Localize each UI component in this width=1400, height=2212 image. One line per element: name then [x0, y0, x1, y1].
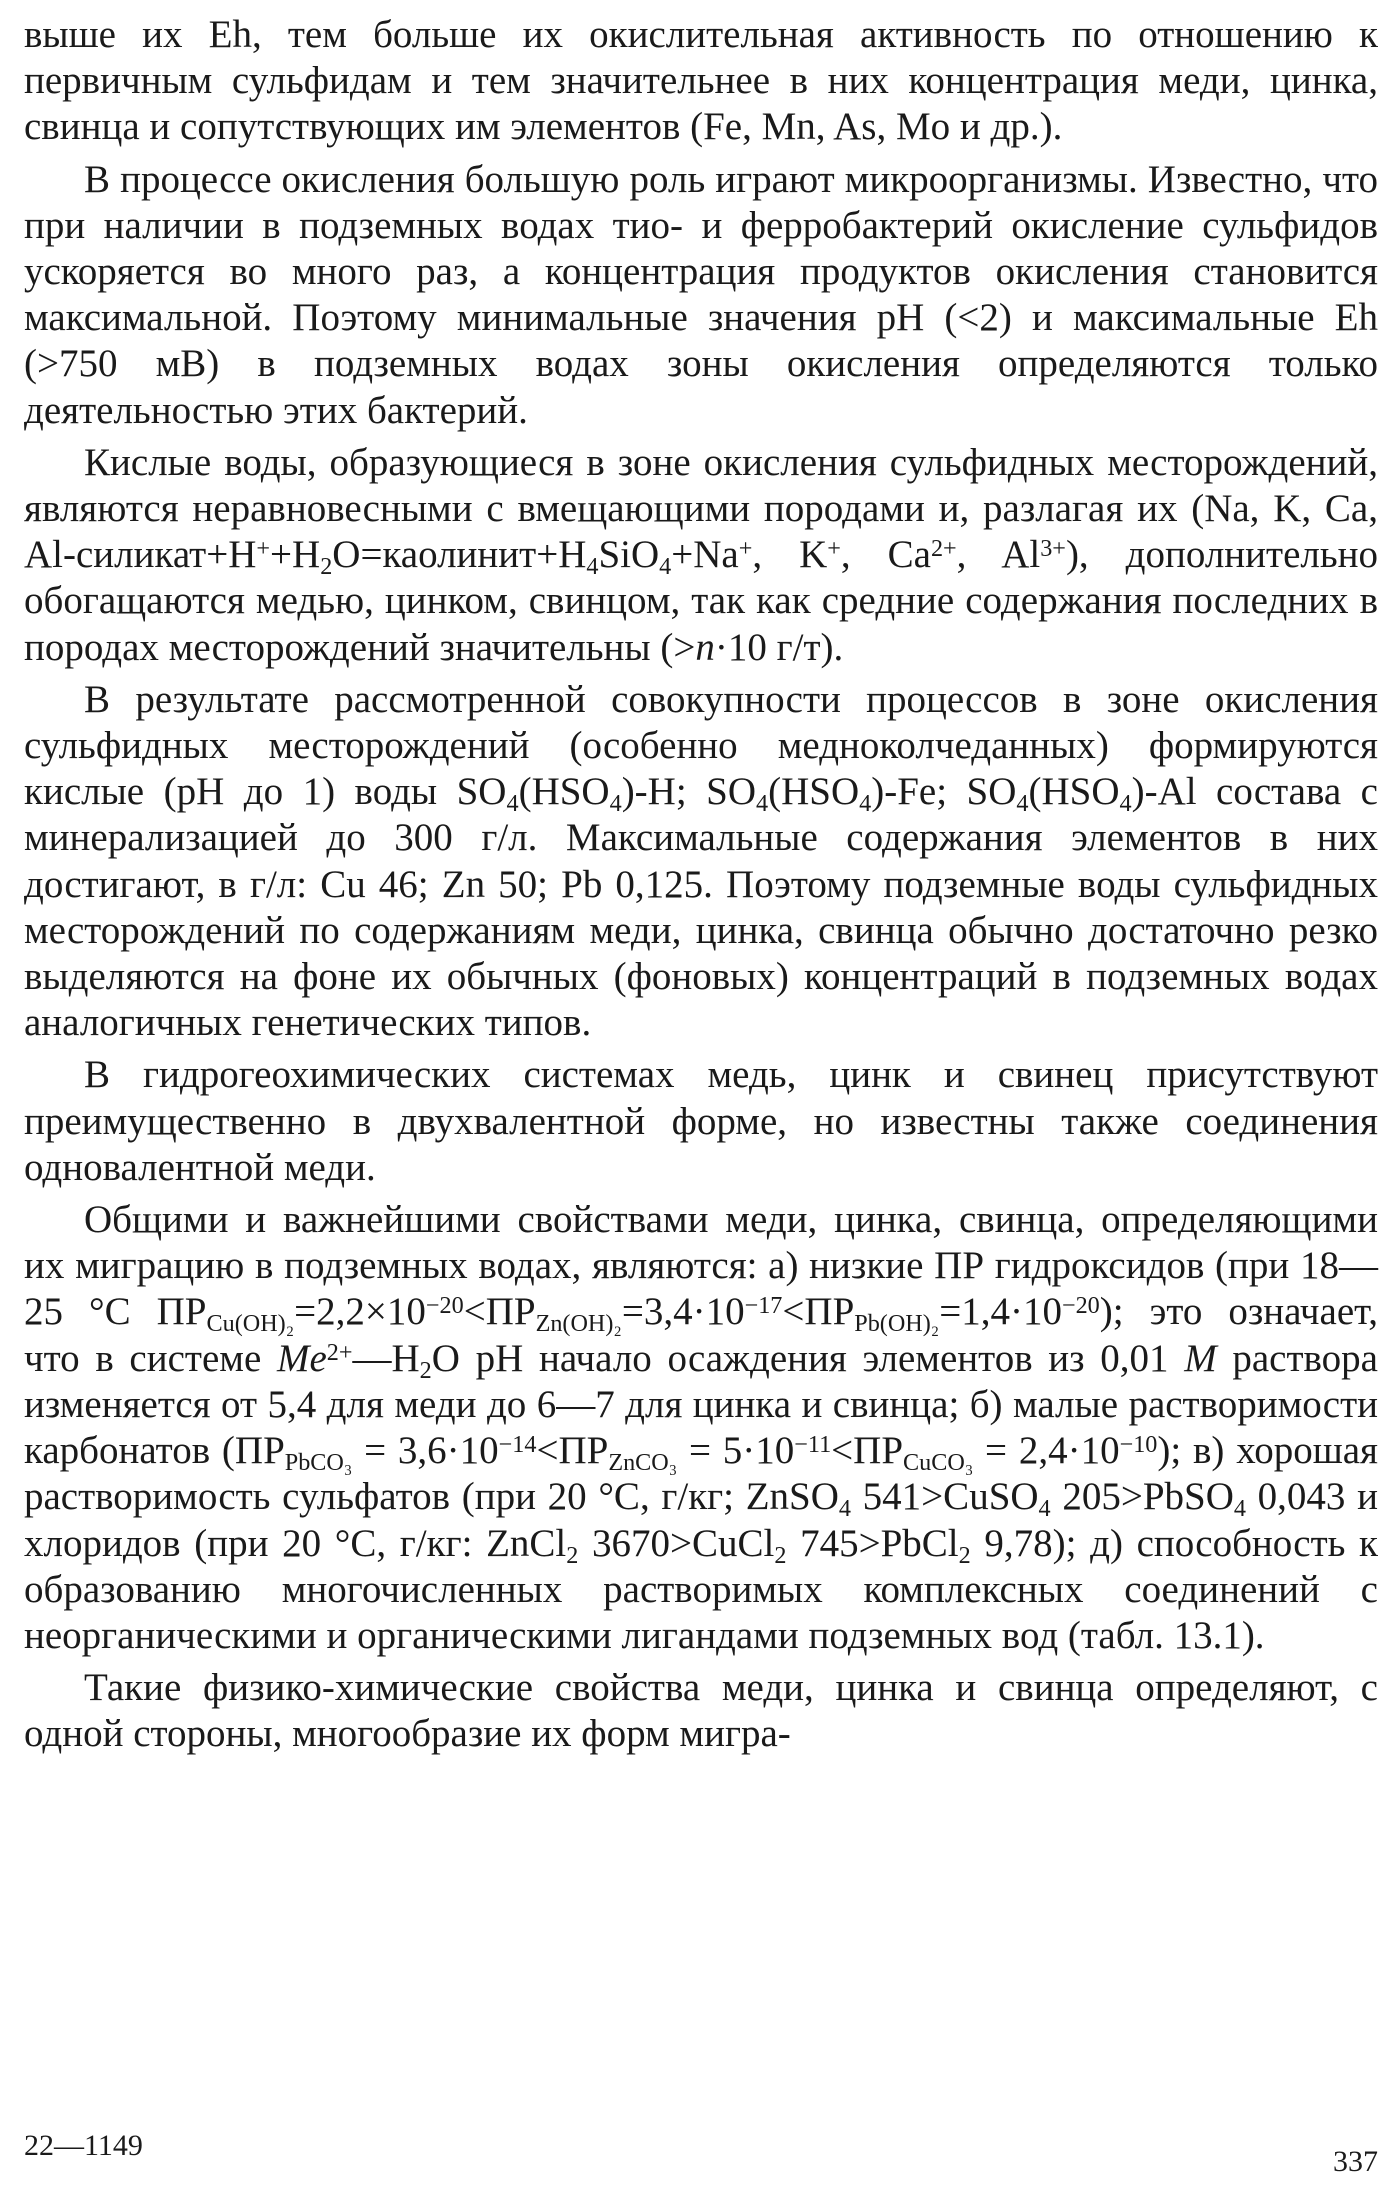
subscript: 4 [1119, 790, 1132, 818]
paragraph-7 [24, 1665, 1378, 1757]
text-run: = 2,4·10 [973, 1429, 1120, 1473]
page-footer [24, 2126, 1378, 2182]
paragraph-1 [24, 12, 1378, 151]
text-run: выше их Eh, тем больше их окислительная активность по отношению к первичным сульфидам и тем значительнее в них концентрация меди, цинка, свинца и сопутствующих им элементов (Fe, Mn, As, Mo и др.). [24, 13, 1378, 149]
text-run: <ПР [782, 1290, 855, 1334]
text-run: Такие физико-химические свойства меди, цинка и свинца определяют, с одной стороны, многообразие их форм мигра- [24, 1666, 1378, 1756]
superscript: 2+ [930, 535, 957, 563]
text-run: раствора изменяется от 5,4 для меди до 6—7 для цинка и свинца; б) малые растворимости карбонатов (ПР [24, 1336, 1378, 1473]
text-run: <ПР [536, 1429, 609, 1473]
text-run: O pH начало осаждения элементов из 0,01 [431, 1336, 1185, 1380]
text-run: , Ca [840, 533, 931, 577]
subscript: Cu(OH)₂ [206, 1310, 295, 1338]
subscript: 4 [1016, 790, 1029, 818]
text-run: 745>PbCl [786, 1521, 959, 1565]
subscript: 4 [1038, 1495, 1051, 1523]
text-run: Кислые воды, образующиеся в зоне окисления сульфидных месторождений, являются неравновесными с вмещающими породами и, разлагая их (Na, K, Ca, Al-силикат+H [24, 440, 1378, 577]
text-run: +H [270, 533, 321, 577]
text-run: (HSO [1028, 770, 1120, 814]
text-run: , Al [956, 533, 1041, 577]
text-run: 541>CuSO [850, 1475, 1039, 1519]
paragraph-2 [24, 157, 1378, 434]
text-run: = 5·10 [677, 1429, 795, 1473]
superscript: −10 [1119, 1431, 1158, 1459]
subscript: 4 [506, 790, 519, 818]
text-run: Общими и важнейшими свойствами меди, цинка, свинца, определяющими их миграцию в подземных водах, являются: а) низкие ПР гидроксидов (при 18—25 °C ПР [24, 1198, 1378, 1334]
subscript: 4 [609, 790, 622, 818]
subscript: 2 [419, 1356, 432, 1384]
text-run: )-H; SO [621, 770, 757, 814]
superscript: −17 [744, 1292, 783, 1320]
paragraph-3 [24, 440, 1378, 671]
text-run: <ПР [463, 1290, 536, 1334]
text-run: , K [752, 533, 828, 577]
text-run: 3670>CuCl [578, 1521, 775, 1565]
text-run: O=каолинит+H [332, 533, 587, 577]
text-run: 9,78); д) способность к образованию многочисленных растворимых комплексных соединений с неорганическими и органическими лигандами подземных вод (табл. 13.1). [24, 1521, 1379, 1657]
italic-symbol: M [1184, 1336, 1217, 1380]
text-run: )-Fe; SO [871, 770, 1017, 814]
text-run: 0,043 и хлоридов (при 20 °C, г/кг: ZnCl [24, 1475, 1378, 1565]
subscript: 2 [958, 1541, 971, 1569]
text-run: В процессе окисления большую роль играют микроорганизмы. Известно, что при наличии в подземных водах тио- и ферробактерий окисление сульфидов ускоряется во много раз, а концентрация продуктов окисления становится максимальной. Поэтому минимальные значения pH (<2) и максимальные Eh (>750 мВ) в подземных водах зоны окисления определяются только деятельностью этих бактерий. [24, 157, 1378, 432]
text-run: )-Al состава с минерализацией до 300 г/л. Максимальные содержания элементов в них достигают, в г/л: Cu 46; Zn 50; Pb 0,125. Поэтому подземные воды сульфидных месторождений по содержаниям меди, цинка, свинца обычно достаточно резко выделяются на фоне их обычных (фоновых) концентраций в подземных водах аналогичных генетических типов. [24, 770, 1378, 1045]
text-run: 205>PbSO [1050, 1475, 1234, 1519]
text-run: В результате рассмотренной совокупности процессов в зоне окисления сульфидных месторождений (особенно медноколчеданных) формируются кислые (pH до 1) воды SO [24, 677, 1378, 814]
text-run: ); в) хорошая растворимость сульфатов (при 20 °C, г/кг; ZnSO [24, 1429, 1378, 1519]
superscript: + [827, 535, 841, 563]
subscript: 4 [659, 553, 672, 580]
text-run: ), дополнительно обогащаются медью, цинком, свинцом, так как средние содержания последних в породах месторождений значительны (> [24, 533, 1379, 669]
text-run: SiO [598, 533, 660, 577]
subscript: 2 [566, 1541, 579, 1569]
superscript: −20 [425, 1292, 464, 1320]
superscript: + [738, 535, 753, 563]
superscript: 3+ [1040, 535, 1066, 563]
printer-signature: 22—1149 [24, 2129, 143, 2162]
text-run: <ПР [831, 1429, 904, 1473]
text-run: = 3,6·10 [352, 1429, 499, 1473]
text-run: =3,4·10 [621, 1290, 745, 1334]
superscript: + [256, 535, 271, 563]
body-text [24, 12, 1378, 1758]
text-run: ·10 г/т). [714, 625, 844, 669]
text-run: ); это означает, что в системе [24, 1290, 1379, 1380]
subscript: 4 [586, 553, 599, 580]
text-run: —H [352, 1336, 420, 1380]
paragraph-5 [24, 1052, 1378, 1191]
superscript: −20 [1061, 1292, 1100, 1320]
subscript: 4 [1233, 1495, 1246, 1523]
paragraph-4 [24, 677, 1378, 1047]
italic-symbol: n [695, 625, 715, 669]
page-number: 337 [1333, 2145, 1378, 2178]
text-run: =2,2×10 [294, 1290, 426, 1334]
subscript: 4 [756, 790, 769, 818]
subscript: Zn(OH)₂ [535, 1310, 622, 1338]
text-run: (HSO [768, 770, 860, 814]
subscript: 4 [859, 790, 872, 818]
superscript: 2+ [326, 1338, 353, 1366]
subscript: PbCO₃ [284, 1448, 353, 1476]
text-run: В гидрогеохимических системах медь, цинк и свинец присутствуют преимущественно в двухвалентной форме, но известны также соединения одновалентной меди. [24, 1053, 1378, 1189]
subscript: 2 [320, 553, 333, 580]
superscript: −11 [794, 1431, 832, 1459]
subscript: CuCO₃ [903, 1448, 974, 1476]
text-run: +Na [671, 533, 739, 577]
italic-symbol: Me [276, 1336, 327, 1380]
superscript: −14 [498, 1431, 537, 1459]
text-run: (HSO [518, 770, 610, 814]
paragraph-6 [24, 1197, 1378, 1659]
subscript: Pb(OH)₂ [854, 1310, 940, 1338]
text-run: =1,4·10 [939, 1290, 1062, 1334]
subscript: 2 [774, 1541, 787, 1569]
subscript: 4 [838, 1495, 851, 1523]
subscript: ZnCO₃ [608, 1448, 678, 1476]
